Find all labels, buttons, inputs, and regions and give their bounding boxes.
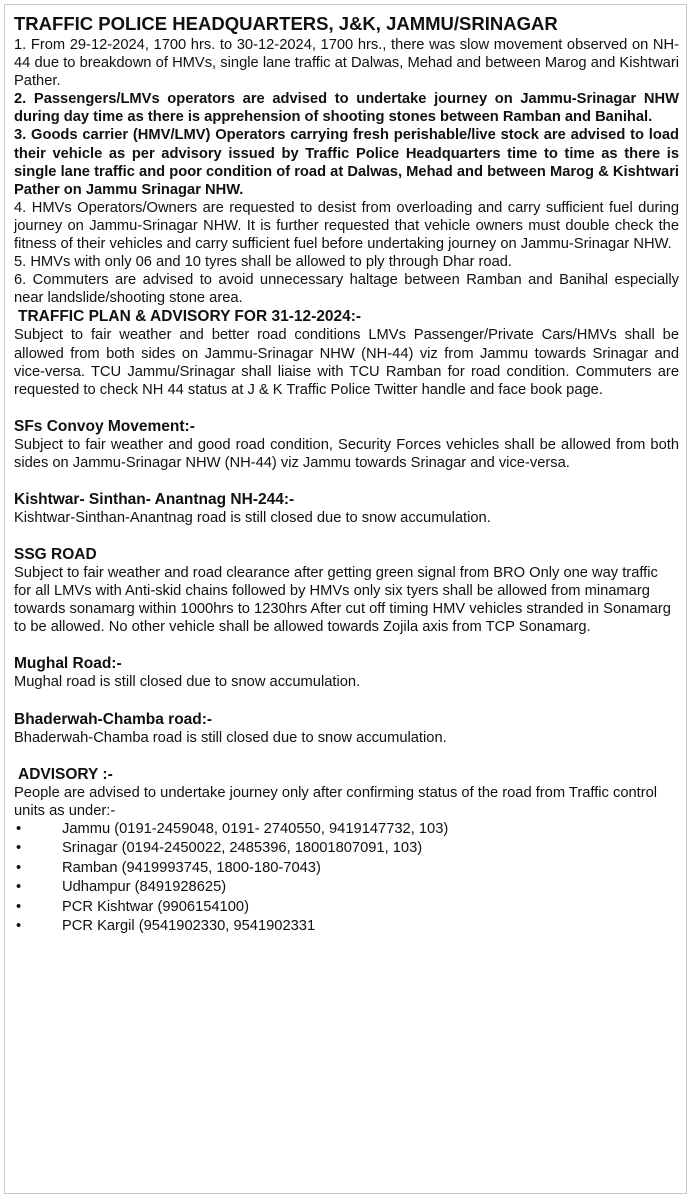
- document-body: [14, 13, 679, 937]
- contact-ramban: Ramban (9419993745, 1800-180-7043): [62, 859, 321, 876]
- contact-udhampur: Udhampur (8491928625): [62, 879, 227, 896]
- point-6: 6. Commuters are advised to avoid unnecessary haltage between Ramban and Banihal especially near landslide/shooting stone area.: [14, 272, 679, 307]
- contact-srinagar: Srinagar (0194-2450022, 2485396, 18001807091, 103): [62, 840, 423, 857]
- contact-jammu: Jammu (0191-2459048, 0191- 2740550, 9419147732, 103): [62, 820, 449, 837]
- document-title: TRAFFIC POLICE HEADQUARTERS, J&K, JAMMU/SRINAGAR: [14, 13, 558, 34]
- bullet-icon: •: [16, 918, 22, 935]
- list-item: [14, 839, 679, 859]
- list-item: [14, 820, 679, 840]
- convoy-heading: SFs Convoy Movement:-: [14, 417, 195, 435]
- traffic-plan-text: Subject to fair weather and better road conditions LMVs Passenger/Private Cars/HMVs shall be allowed from both sides on Jammu-Srinagar NHW (NH-44) viz from Jammu towards Srinagar and vice-versa. TCU Jammu/Srinagar shall liaise with TCU Ramban for road condition. Commuters are requested to check NH 44 status at J & K Traffic Police Twitter handle and face book page.: [14, 327, 679, 398]
- kishtwar-text: Kishtwar-Sinthan-Anantnag road is still closed due to snow accumulation.: [14, 509, 491, 526]
- bullet-icon: •: [16, 820, 22, 837]
- point-5: 5. HMVs with only 06 and 10 tyres shall be allowed to ply through Dhar road.: [14, 254, 513, 271]
- point-1: 1. From 29-12-2024, 1700 hrs. to 30-12-2024, 1700 hrs., there was slow movement observed on NH-44 due to breakdown of HMVs, single lane traffic at Dalwas, Mehad and between Marog and Kishtwari Pather.: [14, 37, 679, 90]
- ssg-road-text: Subject to fair weather and road clearance after getting green signal from BRO Only one way traffic for all LMVs with Anti-skid chains followed by HMVs only six tyers shall be allowed from minamarg towards sonamarg within 1000hrs to 1230hrs After cut off timing HMV vehicles stranded in Sonamarg to be allowed. No other vehicle shall be allowed towards Zojila axis from TCP Sonamarg.: [14, 565, 671, 636]
- bullet-icon: •: [16, 898, 22, 915]
- bullet-icon: •: [16, 840, 22, 857]
- contact-list: [14, 820, 679, 937]
- bullet-icon: •: [16, 859, 22, 876]
- point-4: 4. HMVs Operators/Owners are requested to desist from overloading and carry sufficient fuel during journey on Jammu-Srinagar NHW. It is further requested that vehicle owners must double check the fitness of their vehicles and carry sufficient fuel before undertaking journey on Jammu-Srinagar NHW.: [14, 199, 679, 253]
- point-2: 2. Passengers/LMVs operators are advised to undertake journey on Jammu-Srinagar NHW during day time as there is apprehension of shooting stones between Ramban and Banihal.: [14, 91, 679, 126]
- bhaderwah-heading: Bhaderwah-Chamba road:-: [14, 710, 213, 728]
- point-3: 3. Goods carrier (HMV/LMV) Operators carrying fresh perishable/live stock are advised to load their vehicle as per advisory issued by Traffic Police Headquarters time to time as there is single lane traffic and poor condition of road at Dalwas, Mehad and between Marog & Kishtwari Pather on Jammu Srinagar NHW.: [14, 127, 679, 198]
- kishtwar-heading: Kishtwar- Sinthan- Anantnag NH-244:-: [14, 490, 295, 508]
- advisory-intro: People are advised to undertake journey only after confirming status of the road from Traffic control units as under:-: [14, 784, 658, 819]
- advisory-document: [4, 4, 687, 1194]
- mughal-road-text: Mughal road is still closed due to snow accumulation.: [14, 674, 361, 691]
- bullet-icon: •: [16, 879, 22, 896]
- list-item: [14, 917, 679, 937]
- advisory-heading: ADVISORY :-: [18, 765, 113, 783]
- list-item: [14, 878, 679, 898]
- ssg-road-heading: SSG ROAD: [14, 546, 97, 564]
- bhaderwah-text: Bhaderwah-Chamba road is still closed due to snow accumulation.: [14, 729, 447, 746]
- convoy-text: Subject to fair weather and good road condition, Security Forces vehicles shall be allowed from both sides on Jammu-Srinagar NHW (NH-44) viz Jammu towards Srinagar and vice-versa.: [14, 436, 679, 471]
- contact-pcr-kargil: PCR Kargil (9541902330, 9541902331: [62, 918, 316, 935]
- contact-pcr-kishtwar: PCR Kishtwar (9906154100): [62, 898, 249, 915]
- list-item: [14, 898, 679, 918]
- list-item: [14, 859, 679, 879]
- mughal-road-heading: Mughal Road:-: [14, 655, 122, 673]
- traffic-plan-heading: TRAFFIC PLAN & ADVISORY FOR 31-12-2024:-: [18, 308, 362, 326]
